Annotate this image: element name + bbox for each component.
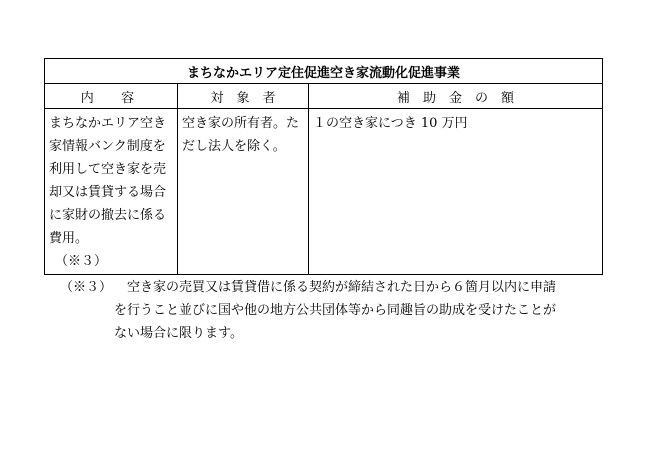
- subsidy-table: [44, 58, 603, 275]
- header-target: [178, 84, 309, 109]
- footnote-line-1: 空き家の売買又は賃貸借に係る契約が締結された日から６箇月以内に申請: [127, 280, 557, 295]
- table-row: [45, 109, 603, 275]
- cell-subsidy: [309, 109, 603, 275]
- content-text: まちなかエリア空き家情報バンク制度を利用して空き家を売却又は賃貸する場合に家財の撤去に係る費用。: [49, 116, 167, 246]
- subsidy-text: １の空き家につき 10 万円: [313, 116, 468, 131]
- header-subsidy-label: 補 助 金 の 額: [397, 90, 515, 106]
- header-content-label: 内 容: [80, 90, 142, 106]
- cell-target: [178, 109, 309, 275]
- table-header-row: [45, 84, 603, 109]
- footnote-line-2: を行うこと並びに国や他の地方公共団体等から同趣旨の助成を受けたことが: [114, 303, 557, 318]
- table-title: まちなかエリア定住促進空き家流動化促進事業: [45, 59, 603, 84]
- table-title-row: [45, 59, 603, 84]
- footnote-first-line: [60, 276, 600, 299]
- footnote-line-3: ない場合に限ります。: [114, 326, 243, 341]
- header-content: [45, 84, 178, 109]
- cell-content: [45, 109, 178, 275]
- content-note-mark: （※３）: [55, 254, 108, 269]
- footnote-label: （※３）: [60, 280, 113, 295]
- header-subsidy: [309, 84, 603, 109]
- header-target-label: 対 象 者: [210, 90, 276, 106]
- footnote: [60, 276, 600, 345]
- target-text: 空き家の所有者。ただし法人を除く。: [182, 116, 300, 154]
